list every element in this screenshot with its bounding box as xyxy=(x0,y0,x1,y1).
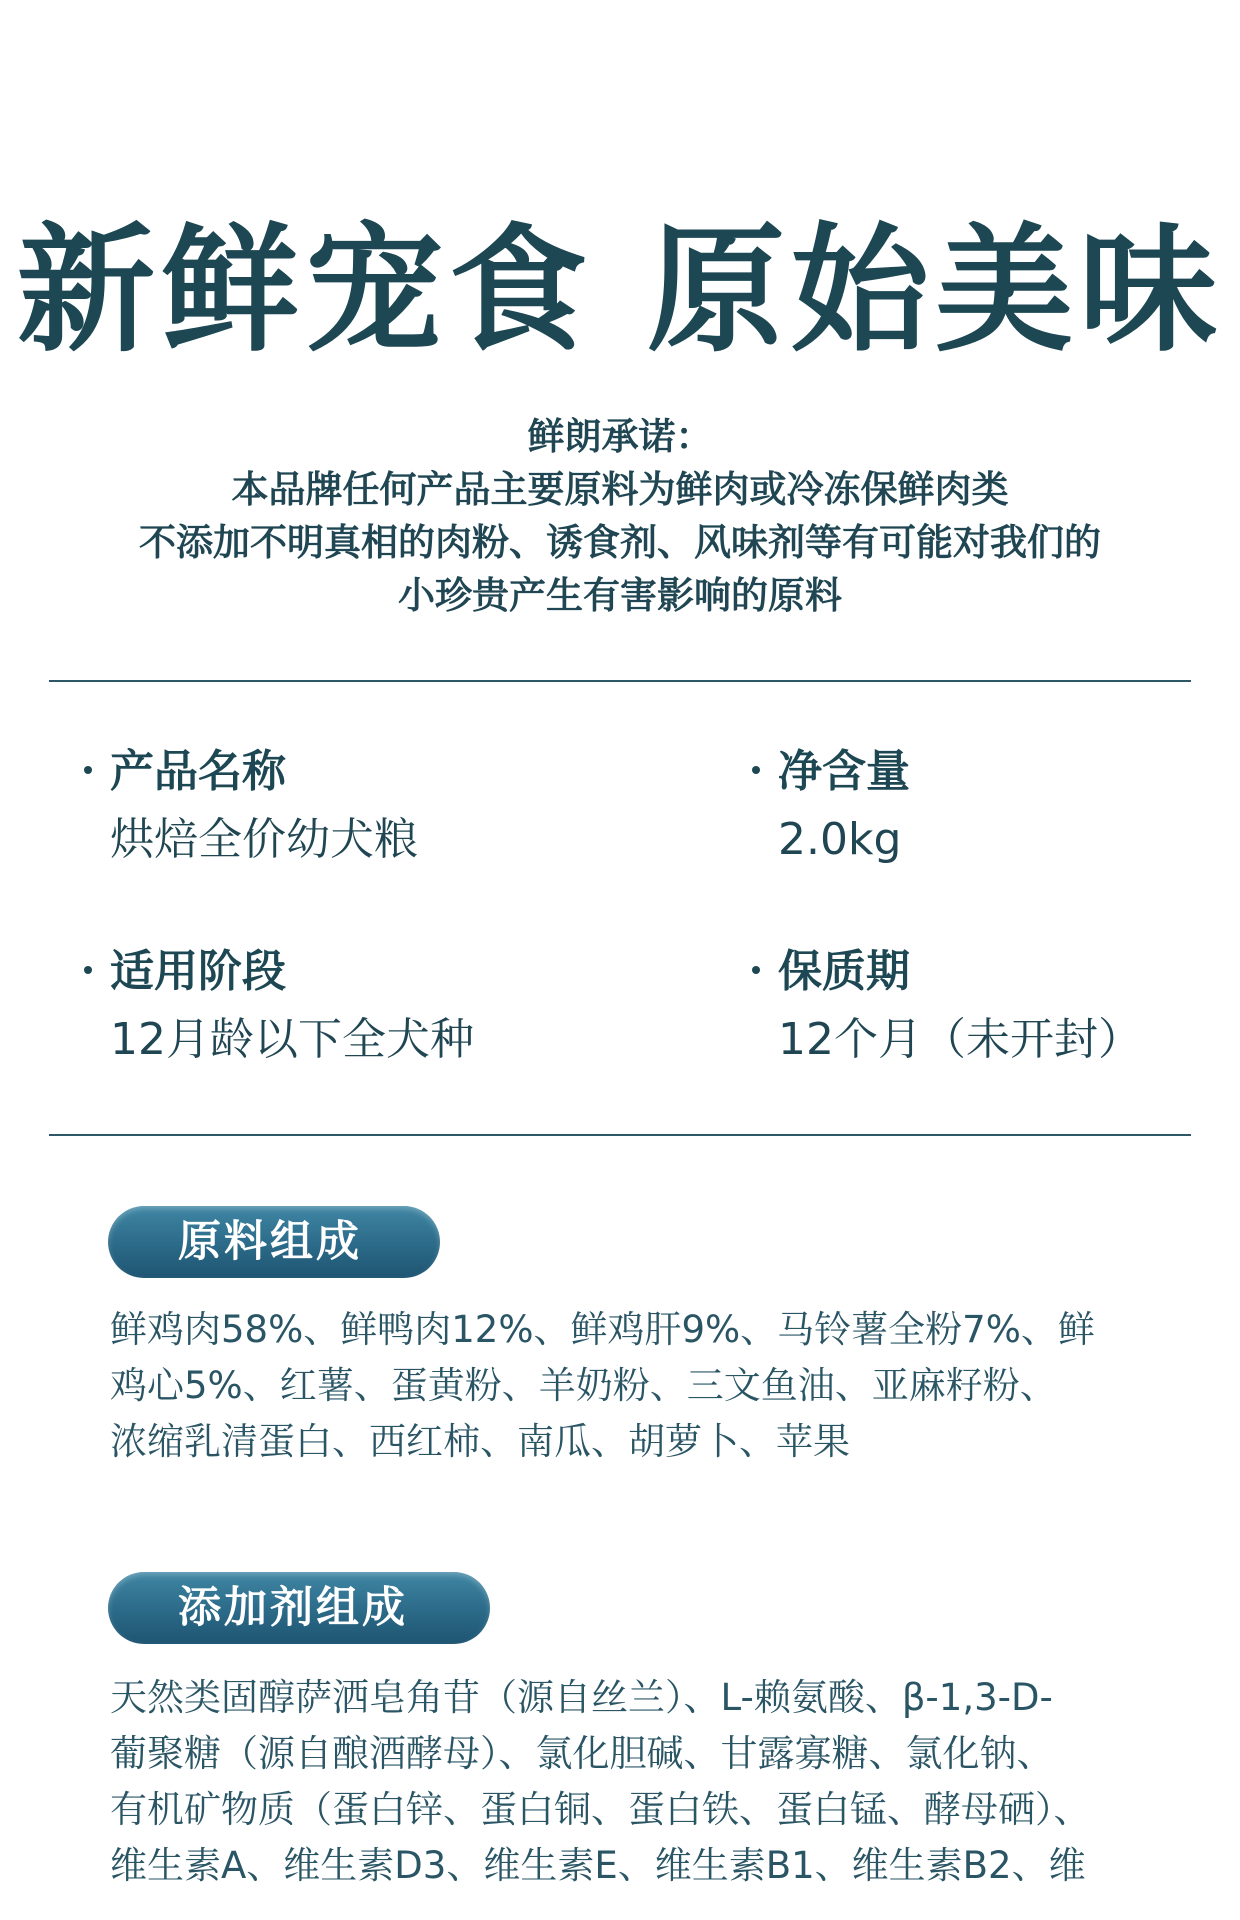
spec-value: 12月龄以下全犬种 xyxy=(110,1014,474,1066)
spec-label: 保质期 xyxy=(778,946,910,997)
bullet-dot xyxy=(752,966,760,974)
spec-product-name xyxy=(84,748,418,867)
promise-line: 小珍贵产生有害影响的原料 xyxy=(398,574,842,617)
brand-promise xyxy=(0,410,1240,622)
additives-line: 有机矿物质（蛋白锌、蛋白铜、蛋白铁、蛋白锰、酵母硒）、 xyxy=(110,1788,1091,1831)
bullet-dot xyxy=(84,766,92,774)
page-title: 新鲜宠食 原始美味 xyxy=(16,210,1224,371)
additives-line: 维生素A、维生素D3、维生素E、维生素B1、维生素B2、维 xyxy=(110,1844,1086,1887)
bullet-dot xyxy=(752,766,760,774)
spec-net-weight xyxy=(752,748,910,867)
promise-line: 不添加不明真相的肉粉、诱食剂、风味剂等有可能对我们的 xyxy=(139,521,1101,564)
spec-life-stage xyxy=(84,948,474,1067)
additives-list xyxy=(110,1670,1160,1894)
spec-label: 适用阶段 xyxy=(110,946,286,997)
spec-label: 产品名称 xyxy=(110,746,286,797)
additives-heading-badge: 添加剂组成 xyxy=(108,1572,490,1644)
spec-shelf-life xyxy=(752,948,1142,1067)
bullet-dot xyxy=(84,966,92,974)
divider-top xyxy=(49,680,1191,682)
ingredients-heading-badge: 原料组成 xyxy=(108,1206,440,1278)
divider-bottom xyxy=(49,1134,1191,1136)
ingredients-line: 浓缩乳清蛋白、西红柿、南瓜、胡萝卜、苹果 xyxy=(110,1420,850,1463)
ingredients-line: 鲜鸡肉58%、鲜鸭肉12%、鲜鸡肝9%、马铃薯全粉7%、鲜 xyxy=(110,1308,1095,1351)
additives-line: 天然类固醇萨洒皂角苷（源自丝兰）、L-赖氨酸、β-1,3-D- xyxy=(110,1676,1053,1719)
spec-value: 12个月（未开封） xyxy=(778,1014,1142,1066)
spec-value: 烘焙全价幼犬粮 xyxy=(110,814,418,866)
ingredients-line: 鸡心5%、红薯、蛋黄粉、羊奶粉、三文鱼油、亚麻籽粉、 xyxy=(110,1364,1057,1407)
additives-line: 葡聚糖（源自酿酒酵母）、氯化胆碱、甘露寡糖、氯化钠、 xyxy=(110,1732,1054,1775)
spec-value: 2.0kg xyxy=(778,814,902,866)
promise-heading: 鲜朗承诺： xyxy=(527,415,713,458)
ingredients-list xyxy=(110,1302,1160,1470)
promise-line: 本品牌任何产品主要原料为鲜肉或冷冻保鲜肉类 xyxy=(231,468,1009,511)
spec-label: 净含量 xyxy=(778,746,910,797)
